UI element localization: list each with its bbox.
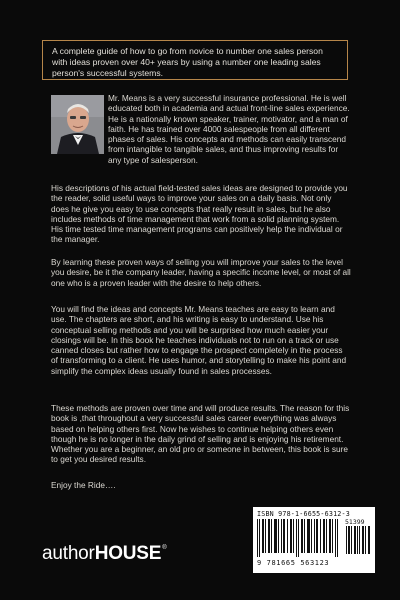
isbn-number: ISBN 978-1-6655-6312-3 [257,510,350,518]
intro-summary-text: A complete guide of how to go from novice to number one sales person with ideas proven over 40+ years by using a number one leading sales person's successful systems. [52,46,323,79]
price-code: 51399 [345,518,365,526]
author-bio-text: Mr. Means is a very successful insurance professional. He is well educated both in academia and actual front-line sales experience. He is a nationally known speaker, trainer, motivator, and a man of faith. He has trained over 4000 salespeople from all different phases of sales. His concepts and methods can easily transcend from intangible to tangible sales, and thus improving results for any type of salesperson. [108,93,350,165]
registered-mark: ® [162,545,167,551]
author-bio [51,93,351,165]
publisher-logo [42,543,167,565]
isbn-barcode [253,507,375,573]
description-paragraph-2: By learning these proven ways of selling you will improve your sales to the level you desire, be it the company leader, having a specific income level, or most of all one who is a proven leader with the desire to help others. [51,257,351,288]
description-paragraph-3: You will find the ideas and concepts Mr. Means teaches are easy to learn and use. The chapters are short, and his writing is easy to understand. Use his conceptual selling methods and you will be surprised how much easier your closings will be. In this book he teaches individuals not to run on a track or use canned closes but rather how to engage the prospect completely in the process of transforming to a client. He uses humor, and storytelling to make his point and simplify the complex ideas usually found in sales processes. [51,304,347,376]
publisher-logo-part2: HOUSE [94,543,162,564]
price-barcode-bars [346,526,370,554]
description-paragraph-1: His descriptions of his actual field-tested sales ideas are designed to provide you the reader, solid useful ways to improve your sales on a daily basis. Not only does he give you easy to use concepts that really result in sales, but he also includes methods of time management that work from a solid planning system. His time tested time management programs can positively help the individual or the manager. [51,183,348,245]
intro-summary-box [42,40,348,80]
closing-line: Enjoy the Ride…. [51,480,116,490]
publisher-logo-part1: author [42,543,95,564]
description-paragraph-4: These methods are proven over time and will produce results. The reason for this book is ,that throughout a very successful sales career everything was always based on helping others first. Now he wishes to continue helping others even though he is no longer in the daily grind of selling and is enjoying his retirement. Whether you are a beginner, an old pro or someone in between, this book is sure to get you desired results. [51,403,350,465]
ean-barcode-bars [257,519,341,557]
barcode-digits: 9 781665 563123 [257,559,330,567]
